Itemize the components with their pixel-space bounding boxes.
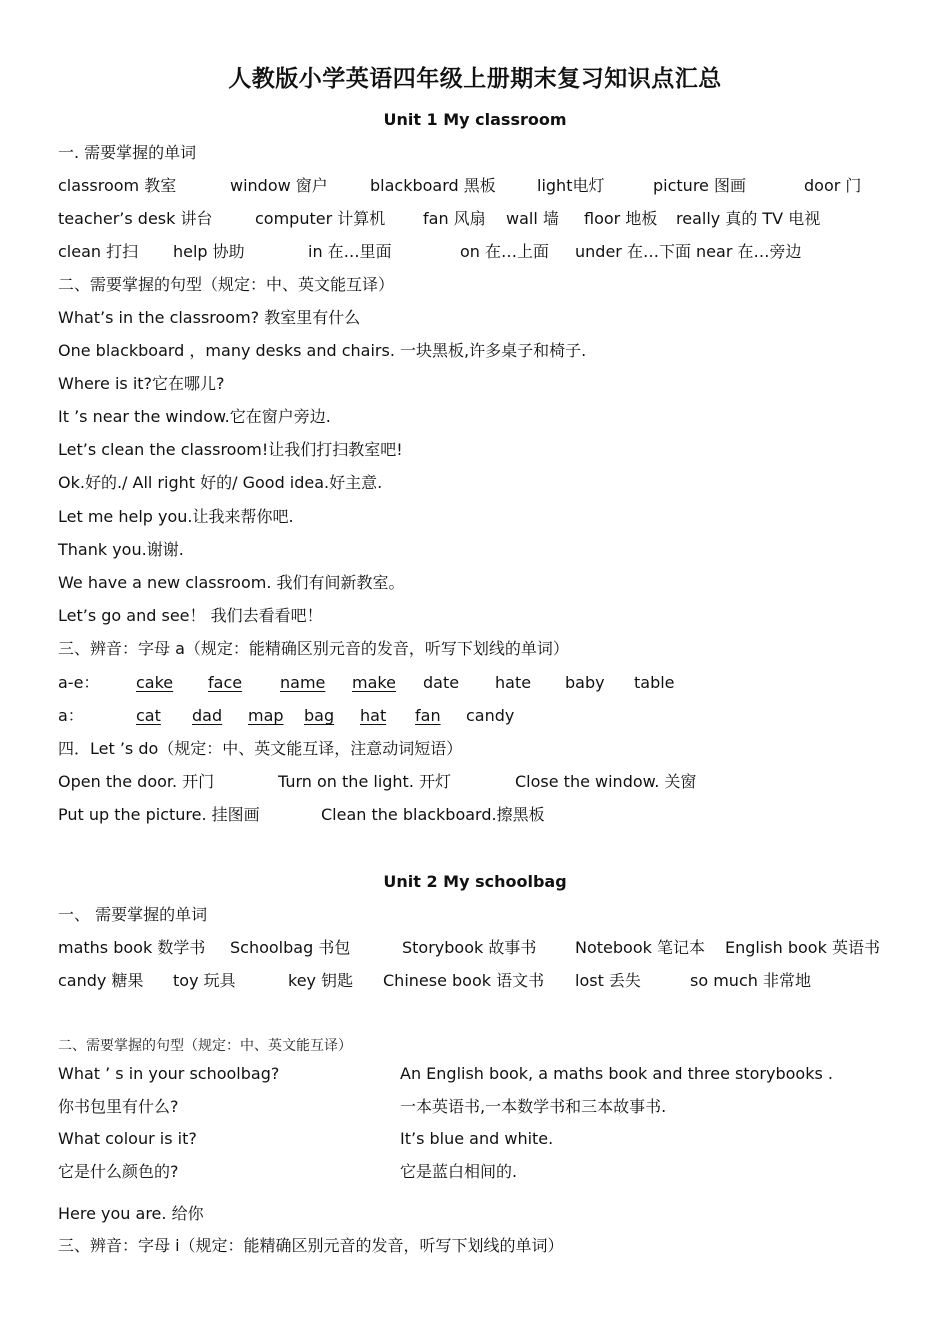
unit1-letsdo-heading: 四．Let ’s do（规定：中、英文能互译，注意动词短语）	[58, 739, 463, 758]
phonics-word: table	[634, 673, 675, 692]
sentence-right: An English book, a maths book and three storybooks .	[400, 1064, 833, 1083]
sentence-left: What colour is it?	[58, 1129, 197, 1148]
phonics-word-underlined: make	[352, 673, 396, 692]
phonics-word-underlined: hat	[360, 706, 387, 725]
phonics-word-underlined: fan	[415, 706, 441, 725]
vocab-item: clean 打扫	[58, 242, 139, 261]
vocab-item: English book 英语书	[725, 938, 880, 957]
vocab-item: wall 墙	[506, 209, 559, 228]
vocab-item: door 门	[804, 176, 862, 195]
letsdo-item: Put up the picture. 挂图画	[58, 805, 260, 824]
sentence-line: One blackboard ，many desks and chairs. 一块黑板,许多桌子和椅子.	[58, 341, 587, 360]
phonics-word-underlined: face	[208, 673, 243, 692]
vocab-item: window 窗户	[230, 176, 328, 195]
vocab-item: computer 计算机	[255, 209, 386, 228]
vocab-item: maths book 数学书	[58, 938, 206, 957]
phonics-word-underlined: cake	[136, 673, 174, 692]
sentence-line: It ’s near the window.它在窗户旁边.	[58, 407, 331, 426]
phonics-word: baby	[565, 673, 605, 692]
unit2-vocab-heading: 一、 需要掌握的单词	[58, 905, 208, 924]
unit2-phonics-heading: 三、辨音：字母 i（规定：能精确区别元音的发音，听写下划线的单词）	[58, 1236, 564, 1255]
vocab-item: on 在…上面	[460, 242, 550, 261]
vocab-item: classroom 教室	[58, 176, 177, 195]
unit2-title: Unit 2 My schoolbag	[383, 872, 567, 891]
sentence-left: What ’ s in your schoolbag?	[58, 1064, 280, 1083]
phonics-word: date	[423, 673, 460, 692]
phonics-word-underlined: name	[280, 673, 326, 692]
phonics-word: candy	[466, 706, 515, 725]
vocab-item: under 在…下面 near 在…旁边	[575, 242, 802, 261]
vocab-item: fan 风扇	[423, 209, 486, 228]
vocab-item: so much 非常地	[690, 971, 811, 990]
vocab-item: candy 糖果	[58, 971, 144, 990]
vocab-item: Chinese book 语文书	[383, 971, 545, 990]
sentence-line: What’s in the classroom? 教室里有什么	[58, 308, 361, 327]
vocab-item: Storybook 故事书	[402, 938, 537, 957]
vocab-item: key 钥匙	[288, 971, 354, 990]
phonics-word-underlined: dad	[192, 706, 223, 725]
vocab-item: picture 图画	[653, 176, 746, 195]
vocab-item: light电灯	[537, 176, 605, 195]
unit2-sentence-heading: 二、需要掌握的句型（规定：中、英文能互译）	[58, 1038, 352, 1054]
phonics-word: hate	[495, 673, 532, 692]
letsdo-item: Turn on the light. 开灯	[278, 772, 452, 791]
unit1-phonics-heading: 三、辨音：字母 a（规定：能精确区别元音的发音，听写下划线的单词）	[58, 639, 569, 658]
sentence-line: Ok.好的./ All right 好的/ Good idea.好主意.	[58, 473, 383, 492]
page-title: 人教版小学英语四年级上册期末复习知识点汇总	[228, 66, 722, 92]
sentence-line: Thank you.谢谢.	[58, 540, 184, 559]
unit1-vocab-heading: 一. 需要掌握的单词	[58, 143, 197, 162]
vocab-item: really 真的 TV 电视	[676, 209, 821, 228]
vocab-item: lost 丢失	[575, 971, 641, 990]
vocab-item: toy 玩具	[173, 971, 236, 990]
sentence-line: We have a new classroom. 我们有间新教室。	[58, 573, 405, 592]
vocab-item: in 在…里面	[308, 242, 392, 261]
sentence-line: Let’s go and see！ 我们去看看吧！	[58, 606, 323, 625]
sentence-line: Let me help you.让我来帮你吧.	[58, 507, 294, 526]
vocab-item: help 协助	[173, 242, 245, 261]
letsdo-item: Clean the blackboard.擦黑板	[321, 805, 545, 824]
sentence-right: 一本英语书,一本数学书和三本故事书.	[400, 1097, 667, 1116]
vocab-item: Notebook 笔记本	[575, 938, 705, 957]
phonics-word-underlined: bag	[304, 706, 335, 725]
vocab-item: blackboard 黑板	[370, 176, 496, 195]
sentence-right: It’s blue and white.	[400, 1129, 554, 1148]
sentence-line: Here you are. 给你	[58, 1204, 204, 1223]
vocab-item: floor 地板	[584, 209, 658, 228]
phonics-word-underlined: cat	[136, 706, 161, 725]
sentence-left: 你书包里有什么?	[58, 1097, 179, 1116]
sentence-line: Where is it?它在哪儿?	[58, 374, 225, 393]
phonics-label: a：	[58, 706, 84, 725]
sentence-left: 它是什么颜色的?	[58, 1162, 179, 1181]
vocab-item: teacher’s desk 讲台	[58, 209, 213, 228]
letsdo-item: Open the door. 开门	[58, 772, 215, 791]
letsdo-item: Close the window. 关窗	[515, 772, 697, 791]
unit1-title: Unit 1 My classroom	[383, 110, 567, 129]
vocab-item: Schoolbag 书包	[230, 938, 351, 957]
phonics-word-underlined: map	[248, 706, 284, 725]
unit1-sentence-heading: 二、需要掌握的句型（规定：中、英文能互译）	[58, 275, 395, 294]
sentence-right: 它是蓝白相间的.	[400, 1162, 518, 1181]
phonics-label: a-e：	[58, 673, 100, 692]
sentence-line: Let’s clean the classroom!让我们打扫教室吧!	[58, 440, 403, 459]
